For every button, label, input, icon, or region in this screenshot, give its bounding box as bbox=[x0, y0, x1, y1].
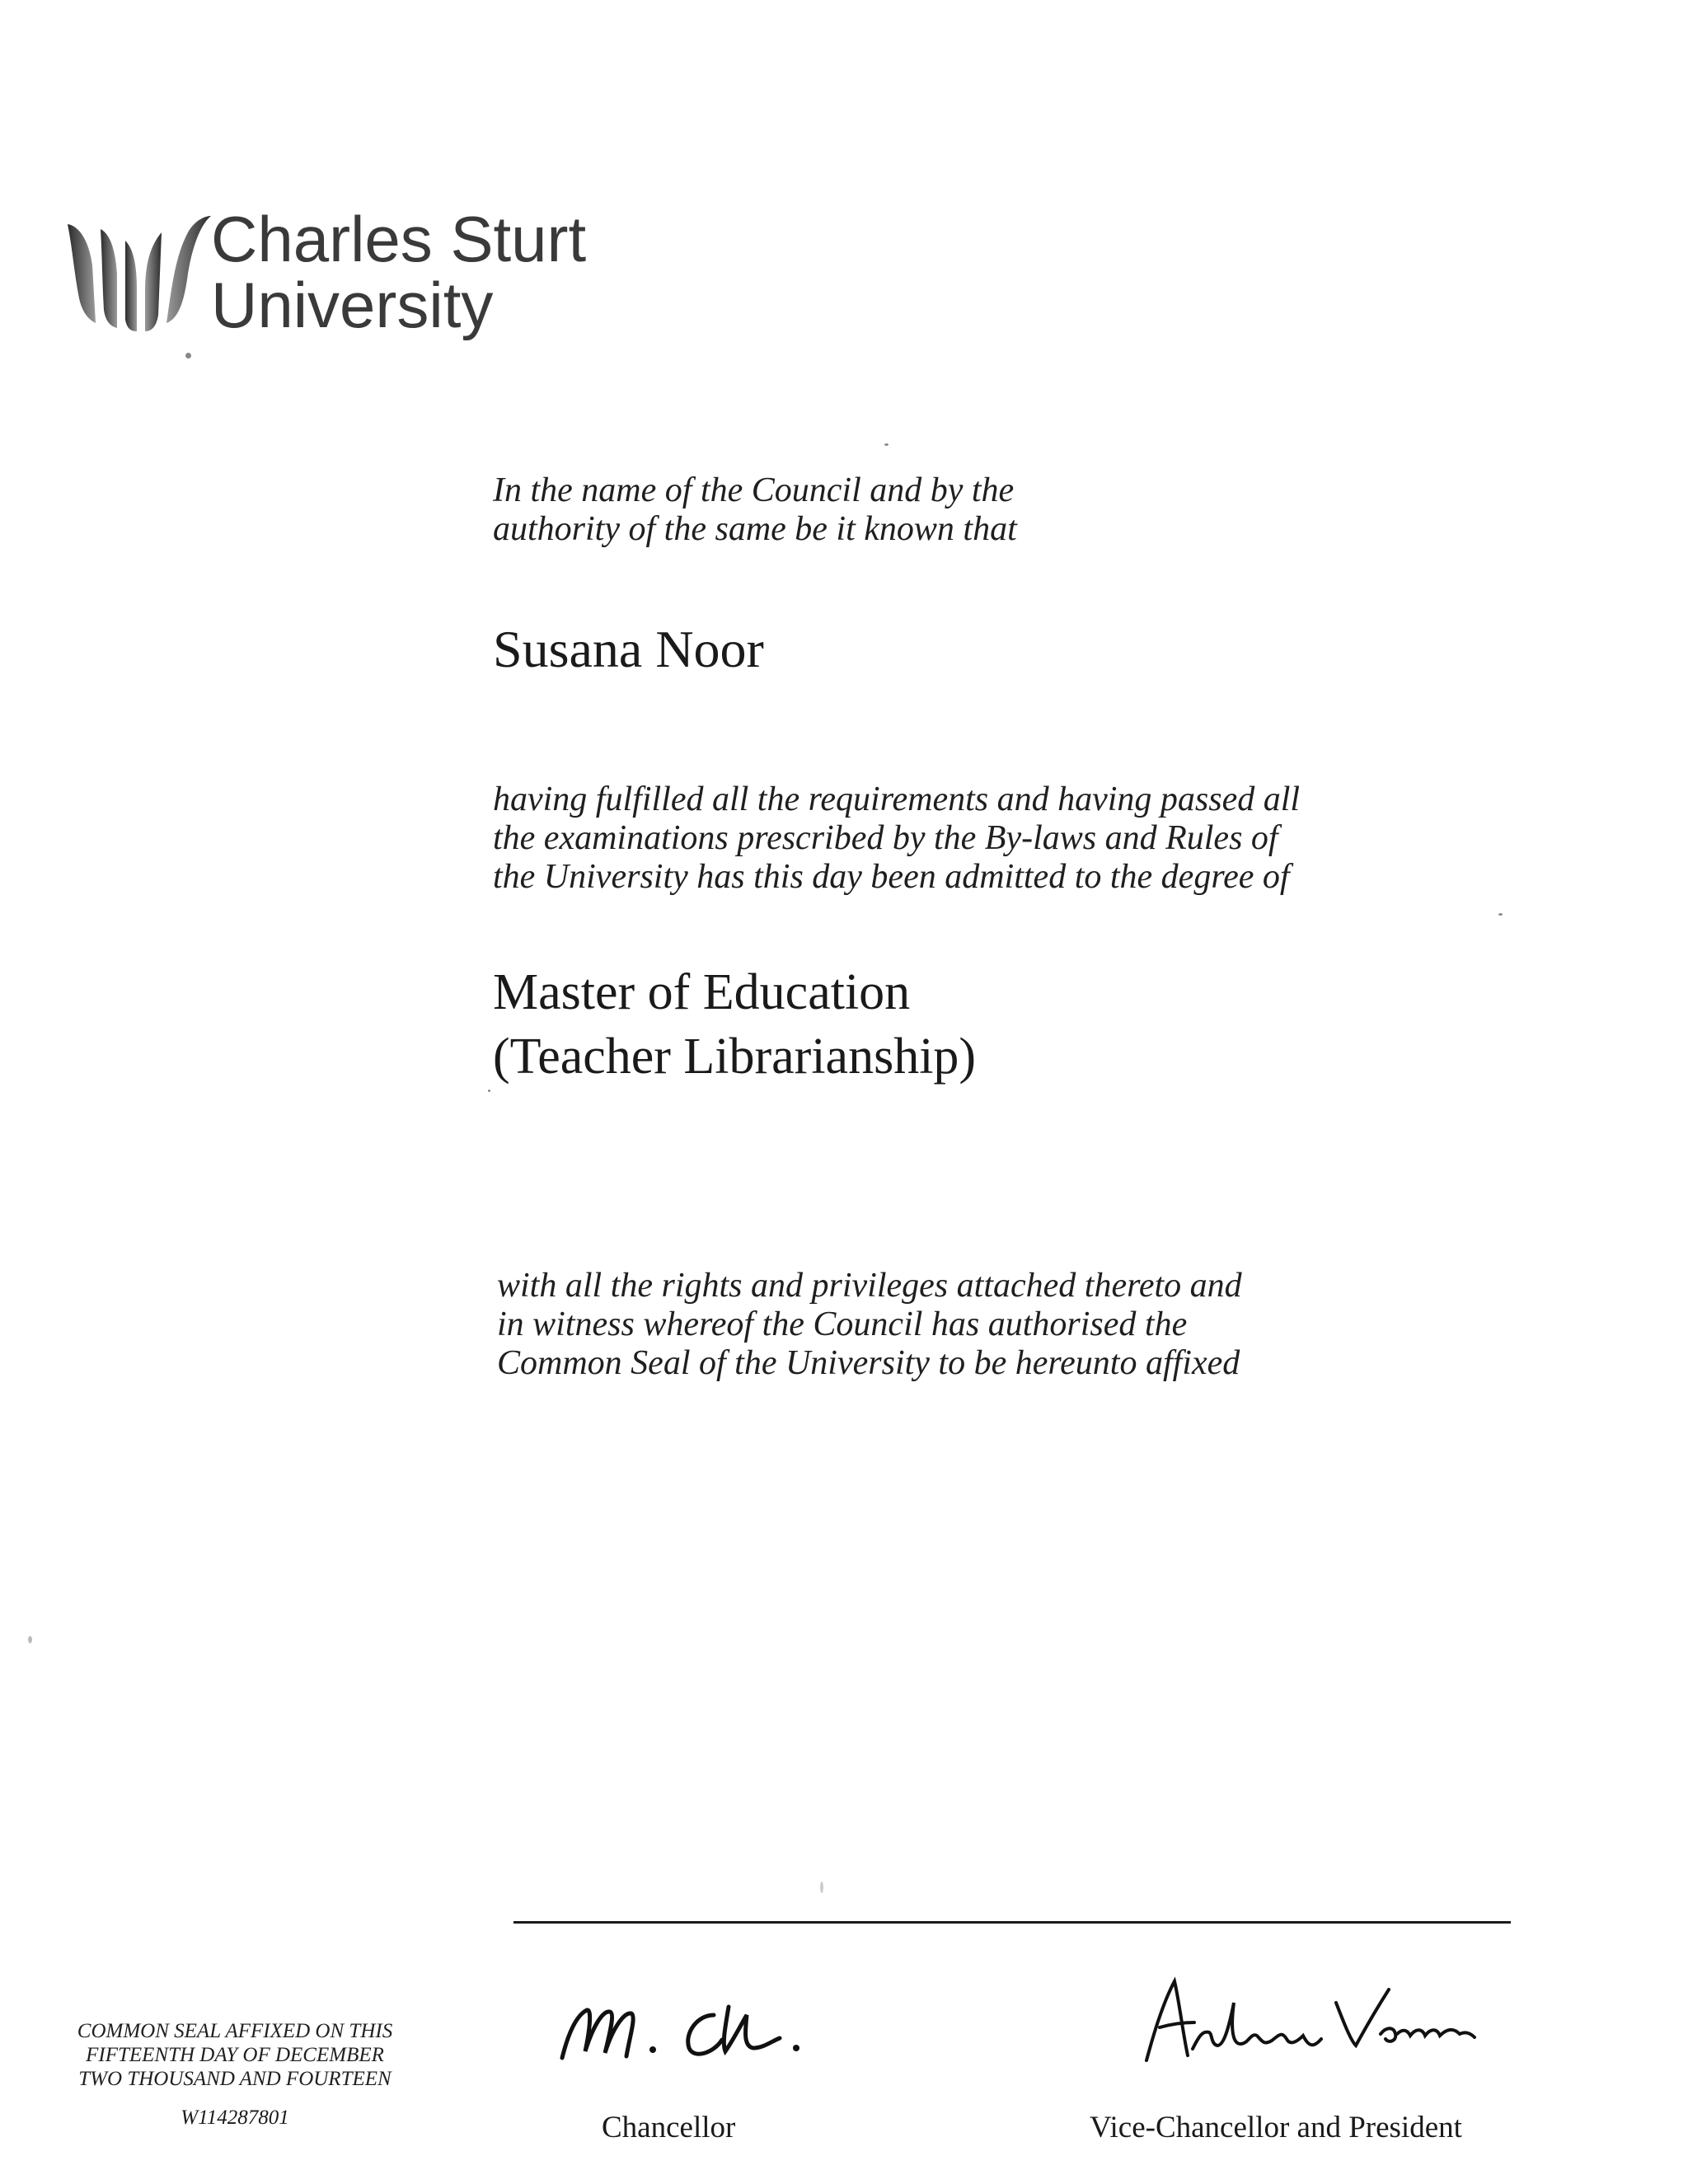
university-wordmark bbox=[211, 203, 587, 341]
seal-note-line: COMMON SEAL AFFIXED ON THIS bbox=[77, 2020, 393, 2042]
intro-line: In the name of the Council and by the bbox=[493, 471, 1015, 509]
scan-speck bbox=[884, 443, 889, 446]
rights-statement bbox=[497, 1267, 1242, 1383]
vice-chancellor-signature bbox=[1142, 1970, 1479, 2069]
common-seal-note bbox=[58, 2019, 412, 2091]
degree-line: (Teacher Librarianship) bbox=[493, 1029, 977, 1085]
seal-note-line: TWO THOUSAND AND FOURTEEN bbox=[78, 2068, 392, 2090]
degree-line: Master of Education bbox=[493, 964, 911, 1020]
rights-line: with all the rights and privileges attached thereto and bbox=[497, 1267, 1242, 1305]
university-logo bbox=[64, 203, 641, 346]
intro-statement bbox=[493, 471, 1017, 549]
requirements-line: the examinations prescribed by the By-laws and Rules of bbox=[493, 819, 1278, 857]
chancellor-signature bbox=[552, 1982, 849, 2073]
seal-note-line: FIFTEENTH DAY OF DECEMBER bbox=[86, 2044, 384, 2066]
scan-speck bbox=[28, 1636, 32, 1643]
recipient-name: Susana Noor bbox=[493, 620, 764, 678]
degree-title bbox=[493, 960, 976, 1089]
requirements-statement bbox=[493, 780, 1300, 897]
chancellor-title: Chancellor bbox=[602, 2111, 736, 2144]
scan-speck bbox=[1498, 913, 1503, 916]
tulip-stripes-logo-icon bbox=[64, 208, 213, 340]
rights-line: Common Seal of the University to be hereunto affixed bbox=[497, 1344, 1240, 1382]
vice-chancellor-title: Vice-Chancellor and President bbox=[1090, 2111, 1462, 2144]
scan-speck bbox=[488, 1090, 490, 1092]
rights-line: in witness whereof the Council has authorised the bbox=[497, 1305, 1188, 1343]
requirements-line: having fulfilled all the requirements and having passed all bbox=[493, 780, 1301, 818]
scan-speck bbox=[820, 1882, 823, 1893]
signature-divider bbox=[513, 1921, 1511, 1924]
university-name-line1: Charles Sturt bbox=[211, 203, 587, 275]
requirements-line: the University has this day been admitted to the degree of bbox=[493, 858, 1290, 896]
university-name-line2: University bbox=[211, 269, 494, 341]
certificate-number: W114287801 bbox=[181, 2107, 289, 2129]
scan-speck bbox=[185, 353, 191, 359]
intro-line: authority of the same be it known that bbox=[493, 510, 1017, 548]
